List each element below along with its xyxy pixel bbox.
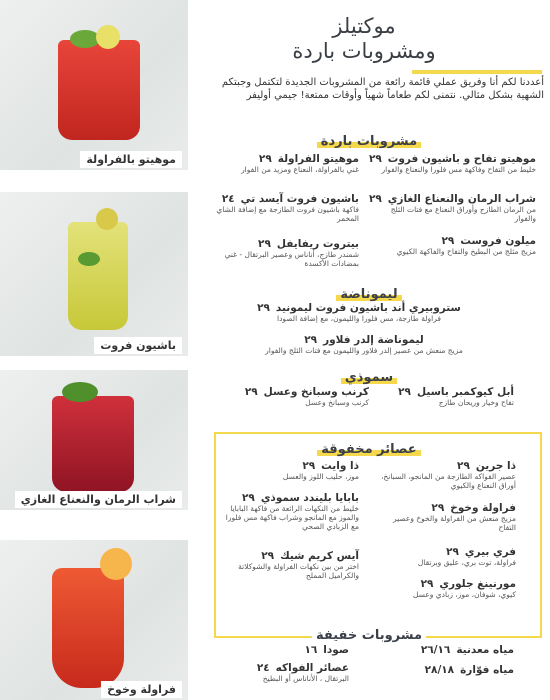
item-name: ليموناضة إلدر فلاور — [323, 334, 424, 346]
item-price: ٢٤ — [221, 193, 235, 205]
section-cold-drinks — [194, 130, 544, 149]
photo-caption: شراب الرمان والنعناع الغازي — [15, 491, 182, 508]
strawberry-mojito-photo — [0, 0, 188, 170]
menu-item — [376, 546, 516, 567]
item-desc: فراولة، توت بري، عليق وبرتقال — [417, 558, 516, 567]
item-desc: موز، حليب اللوز والعسل — [282, 472, 359, 481]
menu-item — [209, 193, 359, 223]
photo-column — [0, 0, 188, 700]
menu-item — [376, 460, 516, 490]
item-price: ٢٩ — [431, 502, 445, 514]
menu-item — [219, 662, 349, 683]
intro-text: أعددنا لكم أنا وفريق عملي قائمة رائعة من المشروبات الجديدة لتكتمل وجبتكم الشهية بشكل مثالي. نتمنى لكم طعاماً شهياً وأوقات ممتعة! جيمي أوليفر — [221, 77, 544, 101]
item-name: ذا وايت — [321, 460, 359, 472]
item-name: بابايا بليندد سموذي — [260, 492, 359, 504]
item-price: ٢٨/١٨ — [424, 664, 455, 676]
page-title — [284, 14, 444, 64]
menu-item — [376, 578, 516, 599]
menu-item — [219, 492, 359, 531]
item-name: مياه فوّارة — [460, 664, 514, 676]
menu-item — [384, 664, 514, 676]
item-name: مياه معدنية — [456, 644, 514, 656]
item-desc: شمندر طازج، أناناس وعصير البرتقال - غني بمضادات الأكسدة — [224, 250, 359, 268]
menu-item — [376, 235, 536, 256]
item-name: صودا — [323, 644, 349, 656]
item-name: كرنب وسبانخ وعسل — [263, 386, 369, 398]
item-desc: البرتقال ، الأناناس أو البطيخ — [262, 674, 349, 683]
section-title: مشروبات خفيفة — [312, 628, 426, 643]
section-smoothie — [194, 366, 544, 385]
item-name: باشيون فروت آيسد تي — [240, 193, 359, 205]
strawberry-peach-photo — [0, 540, 188, 700]
item-price: ٢٤ — [256, 662, 270, 674]
item-name: فراولة وخوخ — [450, 502, 516, 514]
section-title: ليموناضة — [336, 287, 401, 302]
item-desc: كرنب وسبانخ وعسل — [305, 398, 369, 407]
menu-content — [194, 0, 544, 700]
item-desc: فاكهة باشيون فروت الطازجة مع إضافة الشاي المخمر — [216, 205, 359, 223]
item-price: ٢٩ — [302, 460, 316, 472]
item-price: ٢٩ — [446, 546, 459, 558]
menu-item — [209, 238, 359, 268]
item-name: مورنينغ جلوري — [439, 578, 516, 590]
menu-item — [214, 302, 504, 323]
item-name: موهيتو الفراولة — [277, 153, 359, 165]
item-desc: تفاح وخيار وريحان طازج — [438, 398, 514, 407]
item-desc: خليط من التفاح وفاكهة مس فلورا والنعناع والفوار — [381, 165, 536, 174]
item-price: ١٦ — [304, 644, 318, 656]
item-price: ٢٩ — [304, 334, 318, 346]
item-desc: مزيج مثلج من البطيخ والتفاح والفاكهة الكيوي — [396, 247, 536, 256]
item-desc: عصير الفواكه الطازجة من المانجو، السبانخ، أوراق النعناع والكيوي — [381, 472, 516, 490]
item-desc: غني بالفراولة، النعناع ومزيد من الفوار — [241, 165, 359, 174]
menu-item — [204, 334, 524, 355]
pomegranate-mint-photo — [0, 370, 188, 510]
section-light-drinks — [194, 624, 544, 643]
item-name: ميلون فروست — [460, 235, 536, 247]
item-name: بيتروت ريفايفل — [276, 238, 359, 250]
passion-fruit-photo — [0, 192, 188, 356]
item-price: ٢٩ — [241, 492, 255, 504]
item-desc: مزيج منعش من عصير إلدر فلاور والليمون مع فتات الثلج والفوار — [265, 346, 463, 355]
menu-item — [224, 550, 359, 580]
menu-item — [229, 386, 369, 407]
section-lemonade — [194, 283, 544, 302]
item-price: ٢٩ — [368, 193, 382, 205]
item-price: ٢٩ — [257, 302, 270, 314]
item-name: عصائر الفواكه — [275, 662, 349, 674]
photo-caption: فراولة وخوخ — [101, 681, 182, 698]
title-line-1: موكتيلز — [332, 14, 396, 38]
item-desc: خليط من النكهات الرائعة من فاكهة البابايا والموز مع المانجو وشراب فاكهة مس فلورا مع الزبادي الصحي — [225, 504, 359, 531]
menu-item — [384, 644, 514, 656]
title-frame — [412, 70, 542, 74]
menu-item — [368, 193, 536, 223]
item-desc: كيوي، شوفان، موز، زبادي وعسل — [412, 590, 516, 599]
menu-item — [384, 386, 514, 407]
item-desc: مزيج منعش من الفراولة والخوخ وعصير التفاح — [392, 514, 516, 532]
photo-caption: باشيون فروت — [94, 337, 182, 354]
item-price: ٢٩ — [258, 238, 271, 250]
menu-item — [249, 644, 349, 656]
photo-caption: موهيتو بالفراولة — [80, 151, 182, 168]
item-price: ٢٦/١٦ — [420, 644, 451, 656]
item-name: شراب الرمان والنعناع الغازي — [387, 193, 536, 205]
menu-item — [368, 153, 536, 174]
item-name: ذا جرين — [475, 460, 516, 472]
menu-item — [376, 502, 516, 532]
item-desc: من الرمان الطازج وأوراق النعناع مع فتات الثلج والفوار — [390, 205, 536, 223]
item-price: ٢٩ — [457, 460, 470, 472]
section-shakes — [194, 438, 544, 457]
menu-item — [209, 153, 359, 174]
item-price: ٢٩ — [258, 153, 272, 165]
item-price: ٢٩ — [261, 550, 275, 562]
item-name: أبل كيوكمبر باسيل — [416, 386, 514, 398]
title-line-2: ومشروبات باردة — [292, 39, 436, 63]
item-price: ٢٩ — [398, 386, 411, 398]
section-title: مشروبات باردة — [317, 134, 421, 149]
item-price: ٢٩ — [368, 153, 382, 165]
item-name: ستروبيري أند باشيون فروت ليمونيد — [275, 302, 461, 314]
item-desc: فراولة طازجة، مس فلورا والليمون، مع إضافة الصودا — [276, 314, 441, 323]
item-price: ٢٩ — [244, 386, 258, 398]
menu-item — [229, 460, 359, 481]
section-title: عصائر مخفوقة — [317, 442, 420, 457]
item-desc: اختر من بين نكهات الفراولة والشوكلاتة والكراميل المملح — [238, 562, 359, 580]
item-price: ٢٩ — [420, 578, 434, 590]
item-name: موهيتو تفاح و باشيون فروت — [387, 153, 536, 165]
item-price: ٢٩ — [441, 235, 455, 247]
section-title: سموذي — [341, 370, 397, 385]
item-name: آيس كريم شيك — [280, 550, 359, 562]
item-name: فري بيري — [464, 546, 516, 558]
